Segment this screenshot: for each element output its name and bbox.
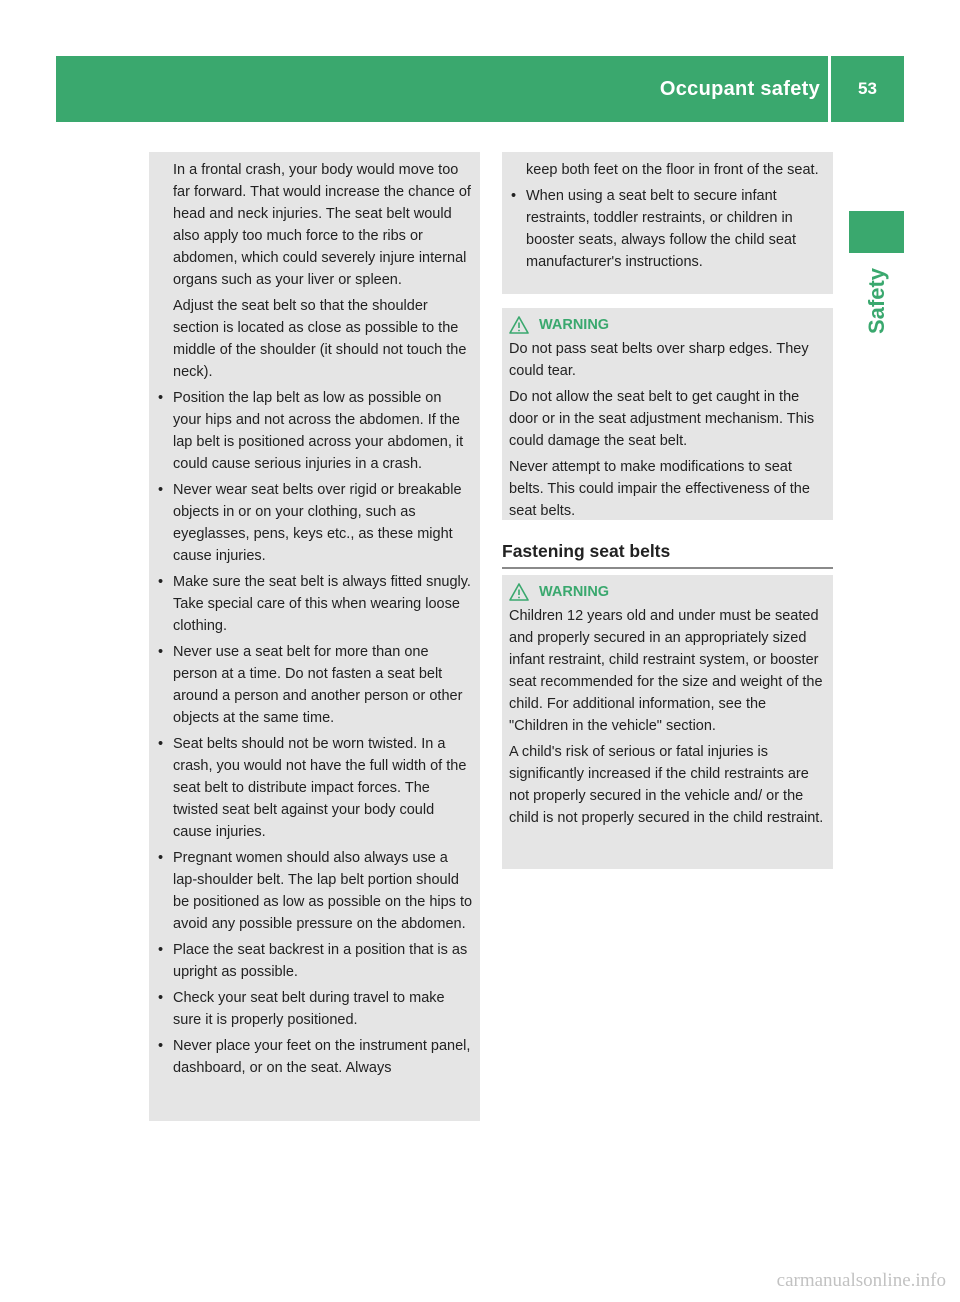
list-item-text: Never place your feet on the instrument panel, dashboard, or on the seat. Always: [173, 1038, 471, 1076]
intro-paragraph: Adjust the seat belt so that the shoulder section is located as close as possible to the middle of the shoulder (it should not touch the neck).: [173, 298, 467, 380]
list-item: [158, 387, 473, 475]
list-item: [158, 987, 473, 1031]
list-item: [158, 641, 473, 729]
bullet-marker: •: [158, 390, 164, 406]
list-item: [158, 939, 473, 983]
bullet-marker: •: [158, 1038, 164, 1054]
warning-box: [502, 308, 833, 520]
list-item: [158, 571, 473, 637]
bullet-marker: •: [158, 644, 164, 660]
list-item-text: Position the lap belt as low as possible on your hips and not across the abdomen. If the lap belt is positioned across your abdomen, it could cause serious injuries in a crash.: [173, 390, 464, 472]
intro-paragraph: In a frontal crash, your body would move too far forward. That would increase the chance of head and neck injuries. The seat belt would also apply too much force to the ribs or abdomen, which could severely injure internal organs such as your liver or spleen.: [173, 162, 471, 288]
side-tab-label: [849, 253, 904, 348]
warning-paragraph: Do not pass seat belts over sharp edges. They could tear.: [509, 341, 809, 379]
list-item: [158, 479, 473, 567]
bullet-marker: •: [158, 482, 164, 498]
bullet-marker: •: [511, 188, 517, 204]
warning-label: WARNING: [539, 317, 610, 333]
list-item-text: Never wear seat belts over rigid or breakable objects in or on your clothing, such as eyeglasses, pens, keys etc., as these might cause injuries.: [173, 482, 462, 564]
section-heading: Fastening seat belts: [502, 541, 833, 569]
page-header: [56, 56, 904, 122]
list-item-text: Pregnant women should also always use a lap-shoulder belt. The lap belt portion should be positioned as low as possible on the hips to avoid any possible pressure on the abdomen.: [173, 850, 473, 932]
list-item-text: When using a seat belt to secure infant restraints, toddler restraints, or children in booster seats, always follow the child seat manufacturer's instructions.: [526, 188, 796, 270]
side-tab-marker: [849, 211, 904, 253]
warning-paragraph: A child's risk of serious or fatal injuries is significantly increased if the child restraints are not properly secured in the vehicle and/ or the child is not properly secured in the child restraint.: [509, 744, 824, 826]
warning-title: [509, 314, 826, 336]
right-column-continuation-panel: [502, 152, 833, 294]
warning-triangle-icon: [509, 583, 529, 601]
continuation-text: keep both feet on the floor in front of the seat.: [526, 162, 819, 178]
list-item: [158, 733, 473, 843]
warning-box: [502, 575, 833, 869]
left-column-panel: [149, 152, 480, 1121]
warning-triangle-icon: [509, 316, 529, 334]
list-item-text: Make sure the seat belt is always fitted snugly. Take special care of this when wearing loose clothing.: [173, 574, 471, 634]
list-item-text: Never use a seat belt for more than one person at a time. Do not fasten a seat belt around a person and another person or other objects at the same time.: [173, 644, 463, 726]
list-item-text: Check your seat belt during travel to make sure it is properly positioned.: [173, 990, 445, 1028]
list-item: [158, 847, 473, 935]
page-number: 53: [858, 79, 877, 98]
list-item-text: Place the seat backrest in a position that is as upright as possible.: [173, 942, 468, 980]
list-item: [158, 1035, 473, 1079]
bullet-marker: •: [158, 850, 164, 866]
warning-title: [509, 581, 826, 603]
warning-paragraph: Do not allow the seat belt to get caught in the door or in the seat adjustment mechanism. This could damage the seat belt.: [509, 389, 815, 449]
list-item: [511, 185, 826, 273]
warning-paragraph: Children 12 years old and under must be seated and properly secured in an appropriately sized infant restraint, child restraint system, or booster seat recommended for the size and weight of the child. For additional information, see the "Children in the vehicle" section.: [509, 608, 823, 734]
bullet-marker: •: [158, 736, 164, 752]
bullet-marker: •: [158, 574, 164, 590]
list-item-text: Seat belts should not be worn twisted. In a crash, you would not have the full width of the seat belt to distribute impact forces. The twisted seat belt against your body could cause injuries.: [173, 736, 467, 840]
chapter-title: Occupant safety: [659, 77, 820, 100]
bullet-list: [158, 387, 473, 1079]
warning-label: WARNING: [539, 584, 610, 600]
side-tab-text: Safety: [863, 267, 889, 334]
bullet-marker: •: [158, 990, 164, 1006]
watermark: carmanualsonline.info: [776, 1270, 946, 1291]
warning-paragraph: Never attempt to make modifications to seat belts. This could impair the effectiveness of the seat belts.: [509, 459, 810, 519]
bullet-marker: •: [158, 942, 164, 958]
